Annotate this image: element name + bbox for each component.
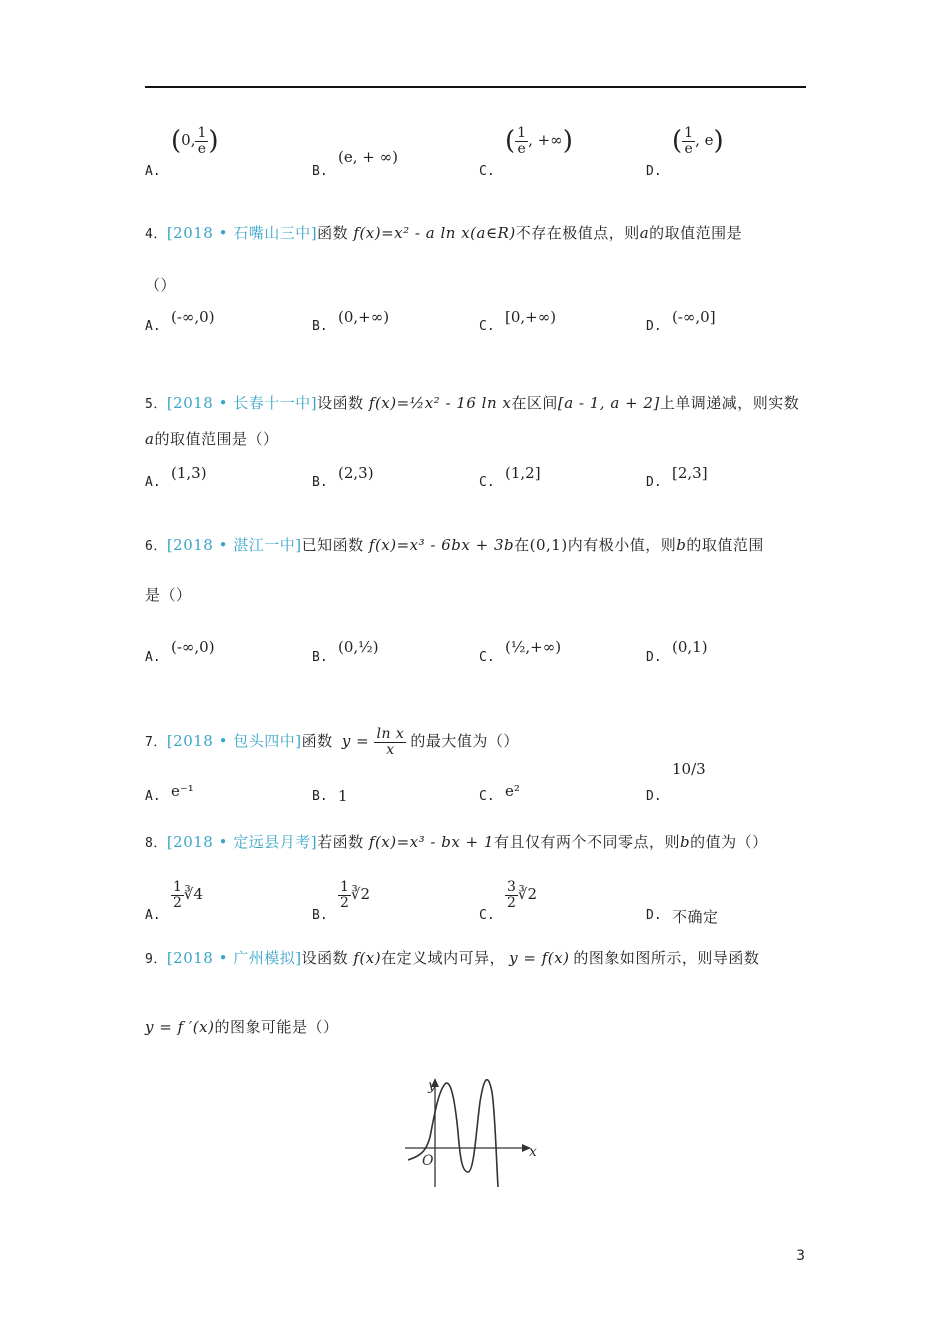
source-tag: [2018 • 包头四中] bbox=[166, 732, 302, 751]
x-label: x bbox=[529, 1144, 537, 1160]
source-tag: [2018 • 定远县月考] bbox=[166, 833, 318, 851]
source-tag: [2018 • 湛江一中] bbox=[166, 536, 302, 554]
q7-options: A. e⁻¹ B. 1 C. e² D. 10/3 bbox=[145, 760, 706, 805]
q6-options: A. (-∞,0) B. (0,½) C. (½,+∞) D. (0,1) bbox=[145, 638, 708, 665]
question-9-line2: y = f ′(x)的图象可能是（） bbox=[145, 1018, 339, 1036]
formula: f(x)=½x² - 16 ln x bbox=[368, 394, 512, 412]
question-9: 9．[2018 • 广州模拟]设函数 f(x)在定义域内可异， y = f(x) 的图象如图所示，则导函数 bbox=[145, 949, 760, 967]
source-tag: [2018 • 长春十一中] bbox=[166, 394, 318, 412]
q4-options: A. (-∞,0) B. (0,+∞) C. [0,+∞) D. (-∞,0] bbox=[145, 308, 716, 334]
source-tag: [2018 • 广州模拟] bbox=[166, 949, 302, 967]
y-label: y bbox=[428, 1078, 436, 1094]
q3-option-c: $_{C.}$ ( $\frac{1}{e}$ , +∞) bbox=[479, 125, 573, 179]
question-5: 5．[2018 • 长春十一中]设函数 f(x)=½x² - 16 ln x在区间[a - 1, a + 2]上单调递减，则实数 bbox=[145, 394, 800, 412]
source-tag: [2018 • 石嘴山三中] bbox=[166, 224, 318, 242]
curve bbox=[408, 1080, 498, 1187]
formula: f(x)=x² - a ln x(a∈R) bbox=[353, 224, 516, 242]
question-7: 7．[2018 • 包头四中]函数 y = $\frac{\text{ln x}}{x}$ 的最大值为（） bbox=[145, 726, 519, 758]
q3-option-b: $_{B.}$ (e, + ∞) bbox=[312, 148, 398, 179]
question-6-line2: 是（） bbox=[145, 586, 192, 604]
q3-option-a: $_{A.}$ (0, $\frac{1}{e}$ ) bbox=[145, 125, 219, 179]
formula: f(x)=x³ - bx + 1 bbox=[368, 833, 494, 851]
q8-options: A. $\frac{1}{2}$ ∛4 B. $\frac{1}{2}$ ∛2 C. $\frac{3}{2}$ ∛2 D. 不确定 bbox=[145, 879, 719, 926]
question-8: 8．[2018 • 定远县月考]若函数 f(x)=x³ - bx + 1有且仅有两个不同零点，则b的值为（） bbox=[145, 833, 768, 851]
function-graph bbox=[400, 1072, 550, 1192]
q5-options: A. (1,3) B. (2,3) C. (1,2] D. [2,3] bbox=[145, 464, 708, 490]
header-rule bbox=[145, 86, 806, 88]
question-6: 6．[2018 • 湛江一中]已知函数 f(x)=x³ - 6bx + 3b在(0,1)内有极小值，则b的取值范围 bbox=[145, 536, 764, 554]
formula: f(x)=x³ - 6bx + 3b bbox=[368, 536, 515, 554]
question-4-paren: （） bbox=[145, 276, 177, 294]
origin-label: O bbox=[422, 1153, 434, 1169]
page-number: 3 bbox=[796, 1248, 805, 1264]
question-5-line2: a的取值范围是（） bbox=[145, 430, 279, 448]
q3-option-d: $_{D.}$ ( $\frac{1}{e}$ , e) bbox=[646, 125, 724, 179]
question-4: 4．[2018 • 石嘴山三中]函数 f(x)=x² - a ln x(a∈R)不存在极值点，则a的取值范围是 bbox=[145, 224, 743, 242]
